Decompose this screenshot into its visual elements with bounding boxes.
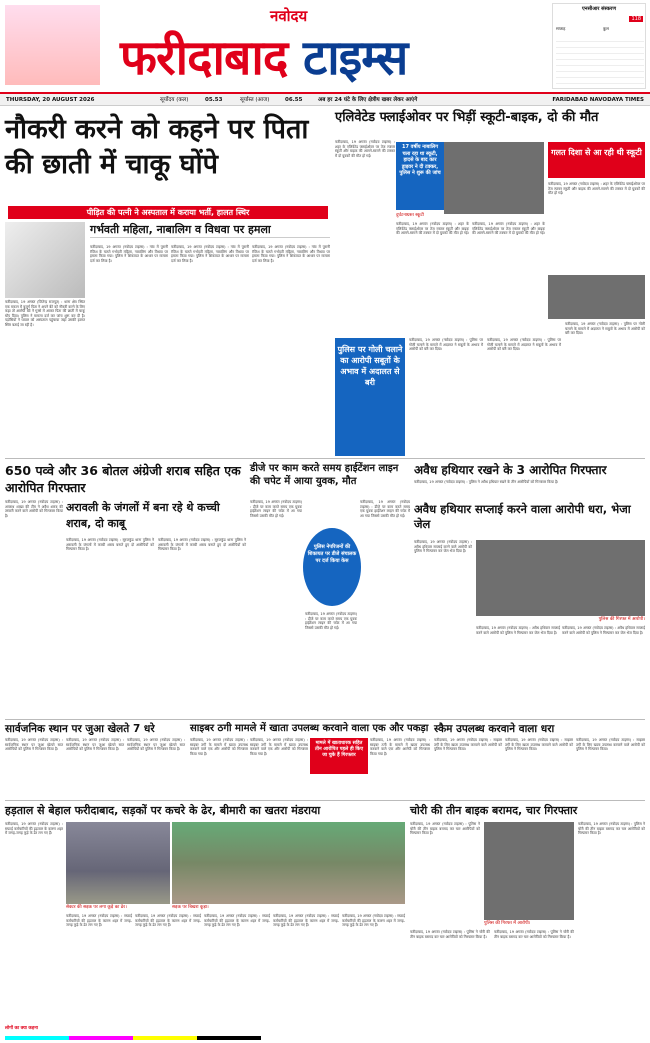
price-badge: 118: [631, 16, 641, 22]
story-12-headline: स्कैम उपलब्ध करवाने वाला धरा: [434, 723, 555, 735]
story-5-headline: 650 पव्वे और 36 बोतल अंग्रेजी शराब सहित एक आरोपित गिरफ्तार: [5, 463, 241, 495]
story-2-headline: एलिवेटेड फ्लाईओवर पर भिड़ीं स्कूटी-बाइक, दो की मौत: [335, 110, 599, 125]
story-2-side-head: गलत दिशा से आ रही थी स्कूटी: [548, 142, 645, 178]
story-13-headline: हड़ताल से बेहाल फरीदाबाद, सड़कों पर कचरे के ढेर, बीमारी का खतरा मंडराया: [5, 804, 321, 817]
masthead: [0, 0, 650, 92]
story-13-photo-1: [66, 822, 170, 904]
story-14: [410, 803, 645, 819]
story-14-body-col-3: फरीदाबाद, 19 अगस्त (नवोदय टाइम्स) : पुलिस ने चोरी की तीन बाइक बरामद कर चार आरोपियों को गिरफ्तार किया है।: [578, 822, 645, 836]
story-11-headline: साइबर ठगी मामले में खाता उपलब्ध करवाने वाला एक और पकड़ा: [190, 723, 429, 734]
story-13-body-col-3: फरीदाबाद, 19 अगस्त (नवोदय टाइम्स) : सफाई कर्मचारियों की हड़ताल के कारण शहर में जगह-जगह कूड़े के ढेर लग गए हैं।: [135, 914, 201, 928]
issue-date: THURSDAY, 20 AUGUST 2026: [6, 97, 95, 103]
story-6-headline: अरावली के जंगलों में बना रहे थे कच्ची शराब, दो काबू: [66, 501, 220, 530]
story-13-body-col-4: फरीदाबाद, 19 अगस्त (नवोदय टाइम्स) : सफाई कर्मचारियों की हड़ताल के कारण शहर में जगह-जगह कूड़े के ढेर लग गए हैं।: [204, 914, 270, 928]
story-2-side-body: फरीदाबाद, 19 अगस्त (नवोदय टाइम्स) : शहर के एलिवेटेड फ्लाईओवर पर तेज रफ्तार स्कूटी और बाइक की आमने-सामने की टक्कर में दो युवकों की मौत हो गई।: [548, 182, 645, 196]
story-1-headline: नौकरी करने को कहने पर पिता की छाती में चाकू घोंपे: [5, 114, 309, 180]
story-1: [5, 112, 330, 204]
story-3-body-col-1: फरीदाबाद, 19 अगस्त (नवोदय टाइम्स) : गांव में पुरानी रंजिश के चलते गर्भवती महिला, नाबालिग और विधवा पर हमला किया गया। पुलिस ने शिकायत के आधार पर मामला दर्ज कर लिया है।: [90, 245, 168, 263]
story-2-caption: दुर्घटनाग्रस्त स्कूटी: [396, 213, 424, 218]
rule-row-2: [5, 719, 645, 720]
story-13-body-col-6: फरीदाबाद, 19 अगस्त (नवोदय टाइम्स) : सफाई कर्मचारियों की हड़ताल के कारण शहर में जगह-जगह कूड़े के ढेर लग गए हैं।: [342, 914, 405, 928]
story-9-headline: अवैध हथियार सप्लाई करने वाला आरोपी धरा, भेजा जेल: [414, 502, 631, 531]
story-14-body-col-1: फरीदाबाद, 19 अगस्त (नवोदय टाइम्स) : पुलिस ने चोरी की तीन बाइक बरामद कर चार आरोपियों को गिरफ्तार किया है।: [410, 822, 480, 836]
story-2-body: फरीदाबाद, 19 अगस्त (नवोदय टाइम्स) : शहर के एलिवेटेड फ्लाईओवर पर तेज रफ्तार स्कूटी और बाइक की आमने-सामने की टक्कर में दो युवकों की मौत हो गई।: [335, 140, 395, 158]
tagline: अब हर 24 घंटे के लिए क्षेत्रीय खबर लेकर आएंगे: [318, 97, 418, 103]
story-11-box: मामले में खाताधारक सहित तीन आरोपित पहले ही किए जा चुके हैं गिरफ्तार: [310, 738, 368, 774]
story-11-body-col-3: फरीदाबाद, 19 अगस्त (नवोदय टाइम्स) : साइबर ठगी के मामले में खाता उपलब्ध करवाने वाले एक और आरोपी को गिरफ्तार किया गया है।: [370, 738, 430, 756]
sunrise-time: 05.53: [205, 97, 223, 103]
story-10: [5, 722, 185, 736]
story-1-illustration: [5, 222, 85, 298]
story-12-body-col-2: फरीदाबाद, 19 अगस्त (नवोदय टाइम्स) : साइबर ठगी के लिए खाता उपलब्ध करवाने वाले आरोपी को पुलिस ने गिरफ्तार किया।: [505, 738, 573, 752]
rule-row-1: [5, 458, 645, 459]
ear-right-title: एनसीआर संस्करण: [582, 6, 616, 12]
ear-right-table: [556, 36, 644, 86]
story-12-body-col-1: फरीदाबाद, 19 अगस्त (नवोदय टाइम्स) : साइबर ठगी के लिए खाता उपलब्ध करवाने वाले आरोपी को पुलिस ने गिरफ्तार किया।: [434, 738, 502, 752]
ear-left-ad: [5, 5, 100, 85]
story-12-body-col-3: फरीदाबाद, 19 अगस्त (नवोदय टाइम्स) : साइबर ठगी के लिए खाता उपलब्ध करवाने वाले आरोपी को पुलिस ने गिरफ्तार किया।: [576, 738, 645, 752]
story-9-body-col-2: फरीदाबाद, 19 अगस्त (नवोदय टाइम्स) : अवैध हथियार सप्लाई करने वाले आरोपी को पुलिस ने गिरफ्तार कर जेल भेज दिया है।: [476, 626, 560, 635]
brand-title-part1: फरीदाबाद: [120, 30, 288, 86]
story-5-body: फरीदाबाद, 19 अगस्त (नवोदय टाइम्स) : अपराध शाखा की टीम ने अवैध शराब की तस्करी करने वाले आरोपी को गिरफ्तार किया है।: [5, 500, 63, 518]
story-3-headline: गर्भवती महिला, नाबालिग व विधवा पर हमला: [90, 223, 330, 238]
story-13-caption-2: सड़क पर बिखरा कूड़ा।: [172, 905, 209, 910]
story-6-body-col-1: फरीदाबाद, 19 अगस्त (नवोदय टाइम्स) : सूरजकुंड थाना पुलिस ने अरावली के जंगलों में कच्ची शराब बनाते हुए दो आरोपियों को गिरफ्तार किया है।: [66, 538, 154, 552]
story-11-body-col-1: फरीदाबाद, 19 अगस्त (नवोदय टाइम्स) : साइबर ठगी के मामले में खाता उपलब्ध करवाने वाले एक और आरोपी को गिरफ्तार किया गया है।: [190, 738, 248, 756]
story-7-oval: पुलिस नेपरिजनों की शिकायत पर डीजे संचालक पर दर्ज किया केस: [303, 528, 361, 606]
story-8-headline: अवैध हथियार रखने के 3 आरोपित गिरफ्तार: [414, 463, 607, 477]
ear-right-box: [552, 3, 646, 89]
story-6-body-col-2: फरीदाबाद, 19 अगस्त (नवोदय टाइम्स) : सूरजकुंड थाना पुलिस ने अरावली के जंगलों में कच्ची शराब बनाते हुए दो आरोपियों को गिरफ्तार किया है।: [158, 538, 246, 552]
story-7-headline: डीजे पर काम करते समय हाईटेंशन लाइन की चपेट में आया युवक, मौत: [250, 463, 399, 487]
story-14-body-col-1b: फरीदाबाद, 19 अगस्त (नवोदय टाइम्स) : पुलिस ने चोरी की तीन बाइक बरामद कर चार आरोपियों को गिरफ्तार किया है।: [410, 930, 490, 939]
sunset-label: सूर्यास्त (आज): [240, 97, 270, 103]
story-4-box: पुलिस पर गोली चलाने का आरोपी सबूतों के अभाव में अदालत से बरी: [335, 338, 405, 456]
story-9-caption: पुलिस की गिरफ्त में आरोपी।: [598, 617, 645, 622]
story-2-box: 17 वर्षीय नाबालिग चला रहा था स्कूटी, हादसे के बाद कार ड्राइवर ने दी टक्कर, पुलिस ने शुरू की जांच: [396, 142, 444, 210]
ear-ad-image: [5, 5, 100, 85]
story-2-body-col-2: फरीदाबाद, 19 अगस्त (नवोदय टाइम्स) : शहर के एलिवेटेड फ्लाईओवर पर तेज रफ्तार स्कूटी और बाइक की आमने-सामने की टक्कर में दो युवकों की मौत हो गई।: [396, 222, 469, 236]
story-4-body-col-2: फरीदाबाद, 19 अगस्त (नवोदय टाइम्स) : पुलिस पर गोली चलाने के मामले में अदालत ने सबूतों के अभाव में आरोपी को बरी कर दिया।: [487, 338, 561, 352]
story-7-body-col-2: फरीदाबाद, 19 अगस्त (नवोदय टाइम्स) : डीजे पर काम करते समय एक युवक हाईटेंशन लाइन की चपेट में आ गया जिससे उसकी मौत हो गई।: [305, 612, 357, 630]
story-8: [414, 462, 645, 480]
brand-nav-word: नवोदय: [270, 7, 308, 25]
sunrise-label: सूर्योदय (कल): [160, 97, 189, 103]
story-13-body-col-5: फरीदाबाद, 19 अगस्त (नवोदय टाइम्स) : सफाई कर्मचारियों की हड़ताल के कारण शहर में जगह-जगह कूड़े के ढेर लग गए हैं।: [273, 914, 339, 928]
edition-name: FARIDABAD NAVODAYA TIMES: [552, 97, 644, 103]
ear-right-line-2: कुल: [603, 26, 609, 31]
story-13-body-col-2: फरीदाबाद, 19 अगस्त (नवोदय टाइम्स) : सफाई कर्मचारियों की हड़ताल के कारण शहर में जगह-जगह कूड़े के ढेर लग गए हैं।: [66, 914, 132, 928]
story-9: [414, 502, 645, 538]
sunset-time: 06.55: [285, 97, 303, 103]
story-11-body-col-2: फरीदाबाद, 19 अगस्त (नवोदय टाइम्स) : साइबर ठगी के मामले में खाता उपलब्ध करवाने वाले एक और आरोपी को गिरफ्तार किया गया है।: [250, 738, 308, 756]
story-4-body-col-3: फरीदाबाद, 19 अगस्त (नवोदय टाइम्स) : पुलिस पर गोली चलाने के मामले में अदालत ने सबूतों के अभाव में आरोपी को बरी कर दिया।: [565, 322, 645, 336]
story-13-caption-1: सेक्टर की सड़क पर लगा कूड़े का ढेर।: [66, 905, 127, 910]
ear-right-line-1: सप्ताह: [556, 26, 566, 31]
story-7: [250, 462, 410, 498]
story-7-body-col-1: फरीदाबाद, 19 अगस्त (नवोदय टाइम्स) : डीजे पर काम करते समय एक युवक हाईटेंशन लाइन की चपेट में आ गया जिससे उसकी मौत हो गई।: [250, 500, 302, 518]
story-3-body-col-3: फरीदाबाद, 19 अगस्त (नवोदय टाइम्स) : गांव में पुरानी रंजिश के चलते गर्भवती महिला, नाबालिग और विधवा पर हमला किया गया। पुलिस ने शिकायत के आधार पर मामला दर्ज कर लिया है।: [252, 245, 330, 263]
story-1-body: फरीदाबाद, 19 अगस्त (जितेन्द्र राजपूत) : थाना क्षेत्र स्थित एक मकान में बुजुर्ग पिता ने अपने बेटे को नौकरी करने के लिए कहा तो आरोपी बेटे ने गुस्से में आकर पिता की छाती में चाकू घोंप दिया। पुलिस ने मामला दर्ज कर जांच शुरू कर दी है। पड़ोसियों ने घायल को अस्पताल पहुंचाया जहां उसकी हालत स्थिर बताई जा रही है।: [5, 300, 85, 327]
story-7-body-col-3: फरीदाबाद, 19 अगस्त (नवोदय टाइम्स) : डीजे पर काम करते समय एक युवक हाईटेंशन लाइन की चपेट में आ गया जिससे उसकी मौत हो गई।: [360, 500, 410, 518]
story-10-body-col-1: फरीदाबाद, 19 अगस्त (नवोदय टाइम्स) : सार्वजनिक स्थान पर जुआ खेलते सात आरोपियों को पुलिस ने गिरफ्तार किया है।: [5, 738, 63, 752]
story-2-body-col-3: फरीदाबाद, 19 अगस्त (नवोदय टाइम्स) : शहर के एलिवेटेड फ्लाईओवर पर तेज रफ्तार स्कूटी और बाइक की आमने-सामने की टक्कर में दो युवकों की मौत हो गई।: [472, 222, 545, 236]
story-12: [434, 722, 645, 736]
story-2-photo-2: [548, 275, 645, 319]
story-13-pull: लोगों का क्या कहना: [5, 1026, 38, 1031]
story-13: [5, 803, 405, 819]
story-5: [5, 462, 245, 498]
date-bar: [0, 92, 650, 106]
story-10-headline: सार्वजनिक स्थान पर जुआ खेलते 7 धरे: [5, 723, 155, 735]
story-10-body-col-3: फरीदाबाद, 19 अगस्त (नवोदय टाइम्स) : सार्वजनिक स्थान पर जुआ खेलते सात आरोपियों को पुलिस ने गिरफ्तार किया है।: [127, 738, 185, 752]
story-10-body-col-2: फरीदाबाद, 19 अगस्त (नवोदय टाइम्स) : सार्वजनिक स्थान पर जुआ खेलते सात आरोपियों को पुलिस ने गिरफ्तार किया है।: [66, 738, 124, 752]
story-13-photo-2: [172, 822, 405, 904]
color-registration-bar: [5, 1036, 645, 1040]
story-9-photo: [476, 540, 645, 616]
story-2: [335, 110, 645, 140]
story-9-body-col-1: फरीदाबाद, 19 अगस्त (नवोदय टाइम्स) : अवैध हथियार सप्लाई करने वाले आरोपी को पुलिस ने गिरफ्तार कर जेल भेज दिया है।: [414, 540, 472, 554]
story-3-body-col-2: फरीदाबाद, 19 अगस्त (नवोदय टाइम्स) : गांव में पुरानी रंजिश के चलते गर्भवती महिला, नाबालिग और विधवा पर हमला किया गया। पुलिस ने शिकायत के आधार पर मामला दर्ज कर लिया है।: [171, 245, 249, 263]
story-2-photo: [444, 142, 544, 214]
brand-logo: [120, 7, 510, 86]
story-14-caption: पुलिस की गिरफ्त में आरोपी।: [484, 921, 531, 926]
story-1-subhead: पीड़ित की पत्नी ने अस्पताल में कराया भर्ती, हालत स्थिर: [8, 206, 328, 219]
story-4-body-col-1: फरीदाबाद, 19 अगस्त (नवोदय टाइम्स) : पुलिस पर गोली चलाने के मामले में अदालत ने सबूतों के अभाव में आरोपी को बरी कर दिया।: [409, 338, 483, 352]
story-8-body: फरीदाबाद, 19 अगस्त (नवोदय टाइम्स) : पुलिस ने अवैध हथियार रखने के तीन आरोपियों को गिरफ्तार किया है।: [414, 480, 559, 484]
brand-title-part2: टाइम्स: [303, 30, 408, 86]
brand-title: [120, 24, 407, 89]
story-11: [190, 722, 430, 736]
story-6: [66, 500, 246, 536]
story-13-body-col-1: फरीदाबाद, 19 अगस्त (नवोदय टाइम्स) : सफाई कर्मचारियों की हड़ताल के कारण शहर में जगह-जगह कूड़े के ढेर लग गए हैं।: [5, 822, 63, 836]
rule-row-3: [5, 800, 645, 801]
story-14-photo: [484, 822, 574, 920]
story-9-body-col-3: फरीदाबाद, 19 अगस्त (नवोदय टाइम्स) : अवैध हथियार सप्लाई करने वाले आरोपी को पुलिस ने गिरफ्तार कर जेल भेज दिया है।: [562, 626, 645, 635]
story-14-headline: चोरी की तीन बाइक बरामद, चार गिरफ्तार: [410, 804, 578, 817]
story-14-body-col-2: फरीदाबाद, 19 अगस्त (नवोदय टाइम्स) : पुलिस ने चोरी की तीन बाइक बरामद कर चार आरोपियों को गिरफ्तार किया है।: [494, 930, 574, 939]
